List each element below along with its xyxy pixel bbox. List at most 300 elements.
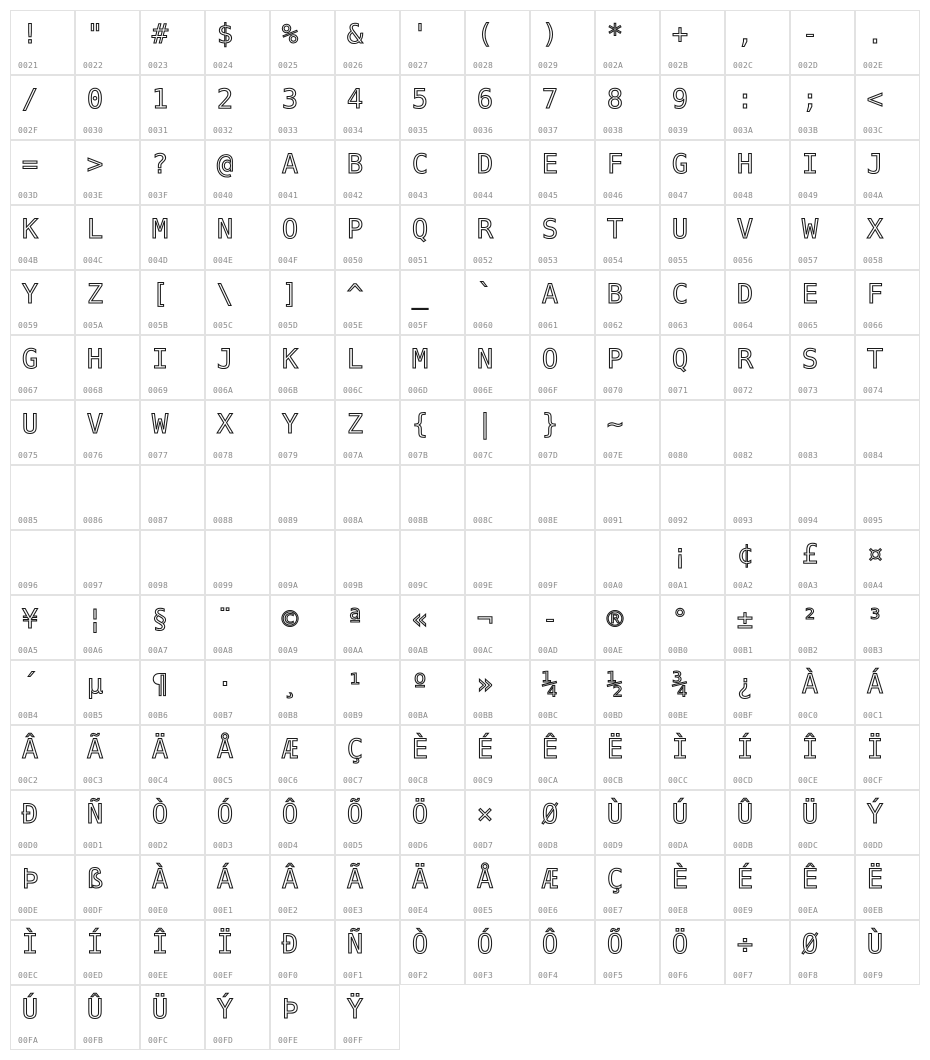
glyph-cell xyxy=(205,725,270,790)
glyph-code-label: 0091 xyxy=(603,516,624,525)
glyph-code-label: 00A4 xyxy=(863,581,884,590)
glyph-cell xyxy=(595,790,660,855)
glyph-cell xyxy=(595,270,660,335)
glyph-character: ) xyxy=(541,19,559,50)
glyph-cell xyxy=(400,660,465,725)
glyph-cell xyxy=(465,10,530,75)
glyph-cell xyxy=(790,790,855,855)
glyph-character: + xyxy=(671,19,689,50)
glyph-code-label: 00EE xyxy=(148,971,169,980)
glyph-cell xyxy=(10,530,75,595)
glyph-code-label: 009F xyxy=(538,581,559,590)
glyph-character: Å xyxy=(476,864,494,895)
glyph-cell xyxy=(205,270,270,335)
glyph-code-label: 0054 xyxy=(603,256,624,265)
glyph-code-label: 002F xyxy=(18,126,39,135)
glyph-cell xyxy=(140,790,205,855)
glyph-code-label: 0028 xyxy=(473,61,494,70)
glyph-character: Ô xyxy=(281,799,299,830)
glyph-cell xyxy=(270,920,335,985)
glyph-cell xyxy=(595,660,660,725)
glyph-code-label: 00D7 xyxy=(473,841,494,850)
glyph-cell xyxy=(75,10,140,75)
glyph-character: Æ xyxy=(281,734,299,765)
glyph-cell xyxy=(270,660,335,725)
glyph-cell xyxy=(270,270,335,335)
glyph-cell xyxy=(205,10,270,75)
glyph-character: K xyxy=(281,344,299,375)
glyph-code-label: 00D3 xyxy=(213,841,234,850)
glyph-code-label: 00C2 xyxy=(18,776,39,785)
glyph-cell xyxy=(10,920,75,985)
glyph-code-label: 00F1 xyxy=(343,971,364,980)
glyph-code-label: 0040 xyxy=(213,191,234,200)
glyph-cell xyxy=(205,855,270,920)
glyph-character: 5 xyxy=(411,84,429,115)
glyph-character: À xyxy=(151,864,169,895)
glyph-character: Ò xyxy=(411,929,429,960)
glyph-cell xyxy=(335,270,400,335)
glyph-code-label: 0042 xyxy=(343,191,364,200)
glyph-character: ½ xyxy=(606,669,624,700)
glyph-cell xyxy=(75,400,140,465)
glyph-code-label: 005A xyxy=(83,321,104,330)
glyph-character: J xyxy=(216,344,234,375)
glyph-character: 4 xyxy=(346,84,364,115)
glyph-cell xyxy=(790,530,855,595)
glyph-cell xyxy=(660,140,725,205)
glyph-code-label: 0083 xyxy=(798,451,819,460)
glyph-character: I xyxy=(801,149,819,180)
glyph-cell xyxy=(400,920,465,985)
glyph-cell xyxy=(465,205,530,270)
glyph-cell xyxy=(855,920,920,985)
glyph-cell xyxy=(205,595,270,660)
glyph-cell xyxy=(270,465,335,530)
glyph-code-label: 00CC xyxy=(668,776,689,785)
glyph-character: V xyxy=(86,409,104,440)
glyph-character: ¸ xyxy=(281,669,299,700)
glyph-cell xyxy=(530,725,595,790)
glyph-character: " xyxy=(86,19,104,50)
glyph-code-label: 00B5 xyxy=(83,711,104,720)
glyph-character: Ë xyxy=(606,734,624,765)
glyph-cell xyxy=(660,75,725,140)
glyph-character: £ xyxy=(801,539,819,570)
glyph-code-label: 0033 xyxy=(278,126,299,135)
glyph-code-label: 00C4 xyxy=(148,776,169,785)
glyph-character: ' xyxy=(411,19,429,50)
glyph-code-label: 007D xyxy=(538,451,559,460)
glyph-character: ? xyxy=(151,149,169,180)
glyph-character: Ú xyxy=(21,994,39,1025)
glyph-cell xyxy=(400,725,465,790)
glyph-cell xyxy=(140,660,205,725)
glyph-cell xyxy=(855,140,920,205)
glyph-cell xyxy=(335,400,400,465)
glyph-cell xyxy=(790,205,855,270)
glyph-cell xyxy=(205,530,270,595)
glyph-cell xyxy=(660,465,725,530)
glyph-character: ¡ xyxy=(671,539,689,570)
glyph-cell xyxy=(400,205,465,270)
glyph-code-label: 00B9 xyxy=(343,711,364,720)
glyph-code-label: 00B8 xyxy=(278,711,299,720)
glyph-character: É xyxy=(736,864,754,895)
glyph-cell xyxy=(465,855,530,920)
glyph-cell xyxy=(660,725,725,790)
glyph-code-label: 003E xyxy=(83,191,104,200)
glyph-character: Ù xyxy=(866,929,884,960)
glyph-character: « xyxy=(411,604,429,635)
glyph-code-label: 00DC xyxy=(798,841,819,850)
glyph-code-label: 00AB xyxy=(408,646,429,655)
glyph-code-label: 00E8 xyxy=(668,906,689,915)
glyph-character: ( xyxy=(476,19,494,50)
glyph-code-label: 00B0 xyxy=(668,646,689,655)
glyph-code-label: 00ED xyxy=(83,971,104,980)
glyph-cell xyxy=(140,75,205,140)
glyph-cell xyxy=(790,335,855,400)
glyph-code-label: 0057 xyxy=(798,256,819,265)
glyph-character: 6 xyxy=(476,84,494,115)
glyph-code-label: 0029 xyxy=(538,61,559,70)
glyph-cell xyxy=(140,335,205,400)
glyph-cell xyxy=(465,270,530,335)
glyph-cell xyxy=(75,855,140,920)
glyph-code-label: 006B xyxy=(278,386,299,395)
glyph-code-label: 00C7 xyxy=(343,776,364,785)
glyph-code-label: 00DE xyxy=(18,906,39,915)
glyph-character: G xyxy=(671,149,689,180)
glyph-code-label: 0094 xyxy=(798,516,819,525)
glyph-cell xyxy=(75,985,140,1050)
glyph-character: Ö xyxy=(411,799,429,830)
glyph-cell xyxy=(400,270,465,335)
glyph-code-label: 0045 xyxy=(538,191,559,200)
glyph-character: Q xyxy=(671,344,689,375)
glyph-code-label: 0071 xyxy=(668,386,689,395)
glyph-cell xyxy=(530,205,595,270)
glyph-cell xyxy=(725,10,790,75)
glyph-code-label: 00E2 xyxy=(278,906,299,915)
glyph-character: § xyxy=(151,604,169,635)
glyph-code-label: 003C xyxy=(863,126,884,135)
glyph-character: 8 xyxy=(606,84,624,115)
glyph-cell xyxy=(270,10,335,75)
glyph-cell xyxy=(335,855,400,920)
glyph-cell xyxy=(10,400,75,465)
glyph-cell xyxy=(725,270,790,335)
glyph-cell xyxy=(335,985,400,1050)
glyph-cell xyxy=(790,270,855,335)
glyph-code-label: 0046 xyxy=(603,191,624,200)
glyph-cell xyxy=(400,335,465,400)
glyph-code-label: 0065 xyxy=(798,321,819,330)
glyph-code-label: 00B7 xyxy=(213,711,234,720)
glyph-code-label: 0059 xyxy=(18,321,39,330)
glyph-code-label: 003F xyxy=(148,191,169,200)
glyph-code-label: 00FB xyxy=(83,1036,104,1045)
glyph-code-label: 0088 xyxy=(213,516,234,525)
glyph-code-label: 0097 xyxy=(83,581,104,590)
glyph-character: Ì xyxy=(671,734,689,765)
glyph-cell xyxy=(530,660,595,725)
glyph-code-label: 006E xyxy=(473,386,494,395)
glyph-character: Ò xyxy=(151,799,169,830)
glyph-cell xyxy=(140,140,205,205)
glyph-character: Þ xyxy=(21,864,39,895)
glyph-cell xyxy=(465,75,530,140)
glyph-cell xyxy=(400,400,465,465)
glyph-cell xyxy=(725,725,790,790)
glyph-character: Ã xyxy=(86,734,104,765)
glyph-cell xyxy=(335,335,400,400)
glyph-cell xyxy=(660,205,725,270)
glyph-code-label: 00F9 xyxy=(863,971,884,980)
glyph-code-label: 0034 xyxy=(343,126,364,135)
glyph-code-label: 0084 xyxy=(863,451,884,460)
glyph-character: Ë xyxy=(866,864,884,895)
glyph-cell xyxy=(75,140,140,205)
glyph-code-label: 00EA xyxy=(798,906,819,915)
glyph-character: L xyxy=(86,214,104,245)
glyph-cell xyxy=(855,530,920,595)
glyph-code-label: 003B xyxy=(798,126,819,135)
glyph-character: C xyxy=(671,279,689,310)
glyph-code-label: 0026 xyxy=(343,61,364,70)
glyph-code-label: 00A1 xyxy=(668,581,689,590)
glyph-code-label: 00C0 xyxy=(798,711,819,720)
glyph-code-label: 007A xyxy=(343,451,364,460)
glyph-code-label: 004B xyxy=(18,256,39,265)
glyph-character: Í xyxy=(736,734,754,765)
glyph-character: J xyxy=(866,149,884,180)
glyph-character: # xyxy=(151,19,169,50)
glyph-code-label: 007C xyxy=(473,451,494,460)
glyph-character: Þ xyxy=(281,994,299,1025)
glyph-cell xyxy=(400,140,465,205)
glyph-cell xyxy=(530,270,595,335)
glyph-character: 2 xyxy=(216,84,234,115)
glyph-character: * xyxy=(606,19,624,50)
glyph-character: ´ xyxy=(21,669,39,700)
glyph-character: ÷ xyxy=(736,929,754,960)
glyph-character: Â xyxy=(21,734,39,765)
glyph-cell xyxy=(530,920,595,985)
glyph-code-label: 0041 xyxy=(278,191,299,200)
glyph-cell xyxy=(530,75,595,140)
glyph-character: Ø xyxy=(801,929,819,960)
glyph-character: M xyxy=(151,214,169,245)
glyph-cell xyxy=(530,335,595,400)
glyph-cell xyxy=(855,75,920,140)
glyph-cell xyxy=(10,10,75,75)
glyph-code-label: 007B xyxy=(408,451,429,460)
glyph-character: H xyxy=(736,149,754,180)
glyph-code-label: 007E xyxy=(603,451,624,460)
glyph-character: , xyxy=(736,19,754,50)
glyph-cell xyxy=(75,465,140,530)
glyph-cell xyxy=(335,10,400,75)
glyph-cell xyxy=(400,595,465,660)
glyph-character: Ç xyxy=(606,864,624,895)
glyph-character: » xyxy=(476,669,494,700)
glyph-character: Ó xyxy=(216,799,234,830)
glyph-cell xyxy=(790,725,855,790)
glyph-cell xyxy=(660,660,725,725)
glyph-code-label: 0073 xyxy=(798,386,819,395)
glyph-code-label: 0030 xyxy=(83,126,104,135)
glyph-character: ¥ xyxy=(21,604,39,635)
glyph-cell xyxy=(10,270,75,335)
glyph-character: ¬ xyxy=(476,604,494,635)
glyph-character: Ö xyxy=(671,929,689,960)
glyph-cell xyxy=(270,530,335,595)
glyph-character: S xyxy=(541,214,559,245)
glyph-code-label: 00A8 xyxy=(213,646,234,655)
glyph-code-label: 006C xyxy=(343,386,364,395)
glyph-code-label: 0076 xyxy=(83,451,104,460)
glyph-character: Z xyxy=(346,409,364,440)
glyph-cell xyxy=(725,920,790,985)
glyph-code-label: 0025 xyxy=(278,61,299,70)
glyph-cell xyxy=(855,855,920,920)
glyph-code-label: 0069 xyxy=(148,386,169,395)
glyph-code-label: 008B xyxy=(408,516,429,525)
glyph-cell xyxy=(595,920,660,985)
glyph-cell xyxy=(595,205,660,270)
glyph-cell xyxy=(660,270,725,335)
glyph-cell xyxy=(660,790,725,855)
glyph-code-label: 003D xyxy=(18,191,39,200)
glyph-character: É xyxy=(476,734,494,765)
glyph-character: < xyxy=(866,84,884,115)
glyph-cell xyxy=(400,790,465,855)
glyph-character: O xyxy=(541,344,559,375)
glyph-cell xyxy=(335,920,400,985)
glyph-character: Ÿ xyxy=(346,994,364,1025)
glyph-cell xyxy=(595,400,660,465)
glyph-code-label: 00C3 xyxy=(83,776,104,785)
glyph-code-label: 00D4 xyxy=(278,841,299,850)
glyph-cell xyxy=(790,75,855,140)
glyph-cell xyxy=(400,465,465,530)
glyph-code-label: 00B6 xyxy=(148,711,169,720)
glyph-code-label: 002B xyxy=(668,61,689,70)
glyph-code-label: 00AE xyxy=(603,646,624,655)
glyph-character: Ñ xyxy=(86,799,104,830)
glyph-character: Ø xyxy=(541,799,559,830)
glyph-code-label: 0031 xyxy=(148,126,169,135)
glyph-code-label: 0066 xyxy=(863,321,884,330)
glyph-code-label: 0048 xyxy=(733,191,754,200)
glyph-code-label: 0077 xyxy=(148,451,169,460)
glyph-code-label: 00A5 xyxy=(18,646,39,655)
glyph-code-label: 004E xyxy=(213,256,234,265)
glyph-cell xyxy=(725,205,790,270)
glyph-code-label: 0058 xyxy=(863,256,884,265)
glyph-character: ° xyxy=(671,604,689,635)
glyph-character: Í xyxy=(86,929,104,960)
glyph-character: ~ xyxy=(606,409,624,440)
glyph-character: & xyxy=(346,19,364,50)
glyph-cell xyxy=(595,10,660,75)
glyph-code-label: 0087 xyxy=(148,516,169,525)
glyph-code-label: 0086 xyxy=(83,516,104,525)
glyph-character: ; xyxy=(801,84,819,115)
glyph-code-label: 0064 xyxy=(733,321,754,330)
glyph-character: @ xyxy=(216,149,234,180)
glyph-code-label: 008C xyxy=(473,516,494,525)
glyph-cell xyxy=(725,465,790,530)
glyph-code-label: 00A3 xyxy=(798,581,819,590)
glyph-character: ¾ xyxy=(671,669,689,700)
glyph-code-label: 0079 xyxy=(278,451,299,460)
glyph-cell xyxy=(725,530,790,595)
glyph-character: Ù xyxy=(606,799,624,830)
glyph-character: _ xyxy=(411,279,429,310)
glyph-cell xyxy=(530,595,595,660)
glyph-cell xyxy=(75,335,140,400)
glyph-character: ³ xyxy=(866,604,884,635)
glyph-code-label: 00DD xyxy=(863,841,884,850)
glyph-code-label: 00B2 xyxy=(798,646,819,655)
glyph-cell xyxy=(790,920,855,985)
glyph-code-label: 0085 xyxy=(18,516,39,525)
glyph-cell xyxy=(270,725,335,790)
glyph-code-label: 0056 xyxy=(733,256,754,265)
glyph-character: P xyxy=(346,214,364,245)
glyph-code-label: 00A9 xyxy=(278,646,299,655)
glyph-cell xyxy=(10,855,75,920)
glyph-cell xyxy=(595,335,660,400)
glyph-code-label: 00F6 xyxy=(668,971,689,980)
glyph-character: Ð xyxy=(21,799,39,830)
glyph-cell xyxy=(530,855,595,920)
glyph-code-label: 00DA xyxy=(668,841,689,850)
glyph-code-label: 006A xyxy=(213,386,234,395)
glyph-code-label: 00B3 xyxy=(863,646,884,655)
glyph-code-label: 0072 xyxy=(733,386,754,395)
glyph-character: S xyxy=(801,344,819,375)
glyph-code-label: 00CB xyxy=(603,776,624,785)
glyph-character: B xyxy=(346,149,364,180)
glyph-code-label: 0098 xyxy=(148,581,169,590)
glyph-cell xyxy=(660,530,725,595)
glyph-character: Å xyxy=(216,734,234,765)
glyph-code-label: 00BC xyxy=(538,711,559,720)
glyph-cell xyxy=(855,660,920,725)
glyph-code-label: 00D5 xyxy=(343,841,364,850)
glyph-cell xyxy=(400,530,465,595)
glyph-character: X xyxy=(866,214,884,245)
glyph-character: ß xyxy=(86,864,104,895)
glyph-character: V xyxy=(736,214,754,245)
glyph-character: ª xyxy=(346,604,364,635)
glyph-character: U xyxy=(21,409,39,440)
glyph-character: O xyxy=(281,214,299,245)
glyph-cell xyxy=(270,790,335,855)
glyph-code-label: 009E xyxy=(473,581,494,590)
glyph-code-label: 0061 xyxy=(538,321,559,330)
glyph-code-label: 0062 xyxy=(603,321,624,330)
glyph-code-label: 00C1 xyxy=(863,711,884,720)
glyph-character: · xyxy=(216,669,234,700)
glyph-code-label: 0021 xyxy=(18,61,39,70)
glyph-character: Ê xyxy=(801,864,819,895)
glyph-code-label: 00E7 xyxy=(603,906,624,915)
